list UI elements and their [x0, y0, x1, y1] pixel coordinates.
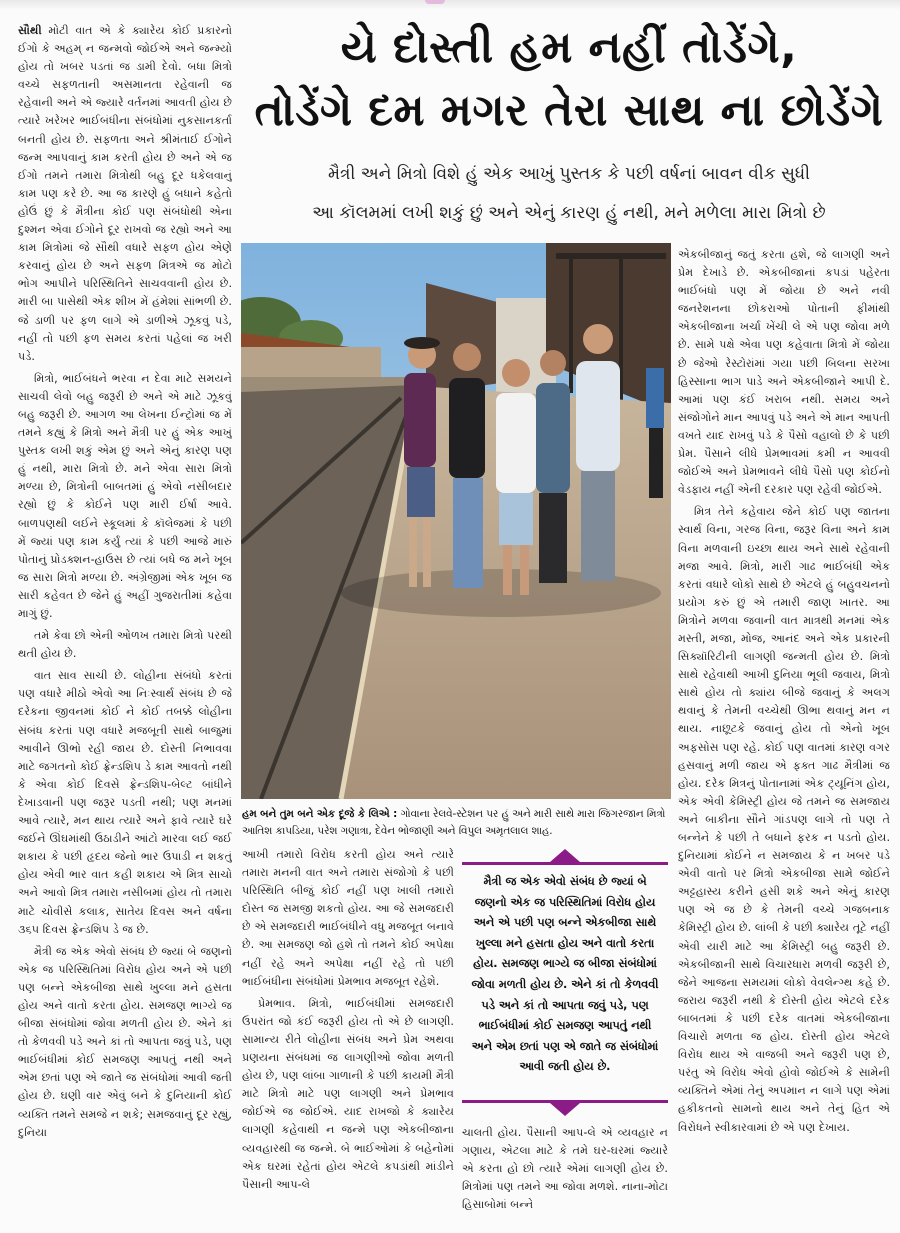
col1-paragraph-1: [18, 22, 232, 366]
article-column-1: [18, 22, 232, 1218]
headline-line-2: તોડેંગે દમ મગર તેરા સાથ ના છોડેંગે: [254, 85, 884, 136]
photo-caption: [242, 806, 672, 840]
col1-paragraph-1-text: મોટી વાત એ કે ક્યારેય કોઈ પ્રકારનો ઈગો કે અહમ્ ન જન્મવો જોઈએ અને જન્મ્યો હોય તો ખબર પડતાં જ ડામી દેવો. બધા મિત્રો વચ્ચે સફળતાની અસમાનતા રહેવાની જ રહેવાની અને એ જ્યારે વર્તનમાં આવતી હોય છે ત્યારે ખરેખર ભાઈબંધીના સંબંધોમાં નુકસાનકર્તા બનતી હોય છે. સફળતા અને શ્રીમંતાઈ ઈગોને જન્મ આપવાનું કામ કરતી હોય છે અને એ જ ઈગો તમને તમારા મિત્રોથી બહુ દૂર ધકેલવાનું કામ પણ કરે છે. આ જ કારણે હું બધાને કહેતો હોઉં છું કે મૈત્રીના કોઈ પણ સંબંધોથી એના દુશ્મન એવા ઈગોને દૂર રાખવો જ રહ્યો અને આ કામ મિત્રોમાં જે સૌથી વધારે સફળ હોય એણે કરવાનું હોય છે અને સફળ મિત્રએ જ મોટો ભોગ આપીને પરિસ્થિતિને સાચવવાની હોય છે. મારી બા પાસેથી એક શીખ મેં હંમેશાં સાંભળી છે. જે ડાળી પર ફળ લાગે એ ડાળીએ ઝૂકવું પડે, નહીં તો પછી ફળ સમય કરતાં પહેલાં જ ખરી પડે.: [18, 24, 232, 363]
col4-paragraph-2: મિત્ર તેને કહેવાય જેને કોઈ પણ જાતના સ્વાર્થ વિના, ગરજ વિના, જરૂર વિના અને કામ વિના મળવાની ઇચ્છા થાય અને સાથે રહેવાની મજા આવે. મિત્રો, મારી ગાઢ ભાઈબંધી એક કરતાં વધારે લોકો સાથે છે એટલે હું બહુવચનનો પ્રયોગ કરું છું એ તમારી જાણ ખાતર. આ મિત્રોને મળવા જવાની વાત માત્રથી મનમાં એક મસ્તી, મજા, મોજ, આનંદ અને એક પ્રકારની સિક્યૉરિટીની લાગણી જન્મતી હોય છે. મિત્રો સાથે રહેવાથી આખી દુનિયા ભૂલી જવાય, મિત્રો સાથે હોય તો ક્યાંય બીજે જવાનું કે અલગ થવાનું કે તેમની વચ્ચેથી ઊભા થવાનું મન ન થાય. નાછૂટકે જવાનું હોય તો એનો ખૂબ અફસોસ પણ રહે. કોઈ પણ વાતમાં કારણ વગર હસવાનું મળી જાય એ ફક્ત ગાઢ મૈત્રીમાં જ હોય. દરેક મિત્રનું પોતાનામાં એક ટ્યૂનિંગ હોય, એક એવી કેમિસ્ટ્રી હોય જે તમને જ સમજાય અને બાકીના સૌને ગાંડપણ લાગે તો પણ તે બન્નેને કે પછી તે બધાને ફરક ન પડતો હોય. દુનિયામાં કોઈને ન સમજાય કે ન ખબર પડે એવી વાતો પર મિત્રો એકબીજા સામે જોઈને અટ્ટહાસ્ય કરીને હસી શકે અને એનું કારણ પણ એ જ છે કે તેમની વચ્ચે ગજબનાક કેમિસ્ટ્રી હોય છે. લાંબી કે પછી ક્યારેય તૂટે નહીં એવી યારી માટે આ કેમિસ્ટ્રી બહુ જરૂરી છે. એકબીજાની સાથે વિચારધારા મળવી જરૂરી છે, જેને આજના સમયમાં લોકો વેવલેન્ગ્થ કહે છે. જરાય જરૂરી નથી કે દોસ્તી હોય એટલે દરેક બાબતમાં કે પછી દરેક વાતમાં એકબીજાના વિચારો મળતા જ હોય. દોસ્તી હોય એટલે વિરોધ થાય એ વાજબી અને જરૂરી પણ છે, પરંતુ એ વિરોધ એવો હોવો જોઈએ કે સામેની વ્યક્તિને એમાં તેનું અપમાન ન લાગે પણ એમાં હકીકતનો સામનો થાય અને તેનું હિત એ વિરોધને સ્વીકારવામાં છે એ પણ દેખાય.: [678, 505, 890, 1134]
article-column-3: [462, 1124, 668, 1218]
photo-caption-text: ગોવાના રેલવે-સ્ટેશન પર હું અને મારી સાથે મારા જિગરજાન મિત્રો આતિશ કાપડિયા, પરેશ ગણાત્રા, દેવેન ભોજાણી અને વિપુલ અમૃતલાલ શાહ.: [242, 808, 666, 837]
article-photo: [241, 243, 671, 799]
col1-paragraph-3: તમે કેવા છો એની ઓળખ તમારા મિત્રો પરથી થતી હોય છે.: [18, 629, 232, 661]
page-top-shade: [0, 0, 900, 10]
deck-line-2: આ કૉલમમાં લખી શકું છું અને એનું કારણ હું નથી, મને મળેલા મારા મિત્રો છે: [312, 203, 826, 223]
photo-caption-bold: હમ બને તુમ બને એક દૂજે કે લિએ :: [242, 808, 398, 820]
pull-quote: [462, 848, 668, 1118]
page-tab-marker: [425, 0, 445, 4]
railway-station-photo: [241, 243, 671, 799]
pull-quote-top-arrow: [550, 849, 580, 862]
col2-paragraph-1: આખી તમારો વિરોધ કરતી હોય અને ત્યારે તમારા મનની વાત અને તમારા સંજોગો કે પછી પરિસ્થિતિ બીજું કોઈ નહીં પણ ખાલી તમારો દોસ્ત જ સમજી શકતો હોય. આ જે સમજદારી છે એ સમજદારી ભાઈબંધીને વધુ મજબૂત બનાવે છે. આ સમજણ જો હશે તો તમને કોઈ અપેક્ષા નહીં રહે અને અપેક્ષા નહીં રહે તો પછી ભાઈબંધીના સંબંધોમાં પ્રેમભાવ મજબૂત રહેશે.: [242, 848, 454, 988]
col1-lead-word: સૌથી: [18, 24, 42, 37]
col1-paragraph-5: મૈત્રી જ એક એવો સંબંધ છે જ્યાં બે જણનો એક જ પરિસ્થિતિમાં વિરોધ હોય અને એ પછી પણ બન્ને એકબીજા સાથે ખુલ્લા મને હસતા હોય અને વાતો કરતા હોય. સમજણ ભાગ્યે જ બીજા સંબંધોમાં જોવા મળતી હોય છે. એને કાં તો કેળવવી પડે અને કાં તો આપતા જવું પડે, પણ ભાઈબંધીમાં કોઈ સમજણ આપતું નથી અને એમ છતાં પણ એ જાતે જ સંબંધોમાં આવી જતી હોય છે. ઘણી વાર એવું બને કે દુનિયાની કોઈ વ્યક્તિ તમને સમજે ન શકે; સમજવાનું દૂર રહ્યું, દુનિયા: [18, 944, 232, 1139]
article-column-4: [678, 246, 890, 1218]
col4-paragraph-1: એકબીજાનું જતું કરતા હશે, જે લાગણી અને પ્રેમ દેખાડે છે. એકબીજાનાં કપડાં પહેરતા ભાઈબંધો પણ મેં જોયા છે અને નવી જનરેશનના છોકરાઓ પોતાની ફીમાંથી એકબીજાના ખર્ચા ખેંચી લે એ પણ જોવા મળે છે. સામે પક્ષે એવા પણ કહેવાતા મિત્રો મેં જોયા છે જેઓ રેસ્ટોરાંમાં ગયા પછી બિલના સરખા હિસ્સાના ભાગ પાડે અને એકબીજાને આપી દે. આમાં પણ કંઈ ખરાબ નથી. સમય અને સંજોગોને માન આપવું પડે અને એ માન આપતી વખતે યાદ રાખવું પડે કે પૈસો વહાલો છે કે પછી પ્રેમ. પૈસાને લીધે પ્રેમભાવમાં કમી ન આવવી જોઈએ અને પ્રેમભાવને લીધે પૈસો પણ કોઈનો વેડફાય નહીં એની દરકાર પણ રહેવી જોઈએ.: [678, 248, 890, 497]
pull-quote-bottom-arrow: [550, 1103, 580, 1116]
headline-line-1: યે દોસ્તી હમ નહીં તોડેંગે,: [340, 22, 798, 73]
pull-quote-top-rule: [462, 862, 668, 865]
article-column-2: [242, 846, 454, 1218]
pull-quote-text: મૈત્રી જ એક એવો સંબંધ છે જ્યાં બે જણનો એક જ પરિસ્થિતિમાં વિરોધ હોય અને એ પછી પણ બન્ને એકબીજા સાથે ખુલ્લા મને હસતા હોય અને વાતો કરતા હોય. સમજણ ભાગ્યે જ બીજા સંબંધોમાં જોવા મળતી હોય છે. એને કાં તો કેળવવી પડે અને કાં તો આપતા જવું પડે, પણ ભાઈબંધીમાં કોઈ સમજણ આપતું નથી અને એમ છતાં પણ એ જાતે જ સંબંધોમાં આવી જતી હોય છે.: [471, 875, 659, 1074]
deck-line-1: મૈત્રી અને મિત્રો વિશે હું એક આખું પુસ્તક કે પછી વર્ષનાં બાવન વીક સુધી: [328, 164, 810, 184]
col2-paragraph-2: પ્રેમભાવ. મિત્રો, ભાઈબંધીમાં સમજદારી ઉપરાંત જો કંઈ જરૂરી હોય તો એ છે લાગણી. સામાન્ય રીતે લોહીના સંબંધ અને પ્રેમ અથવા પ્રણયના સંબંધમાં જ લાગણીઓ જોવા મળતી હોય છે, પણ લાંબા ગાળાની કે પછી કાયમી મૈત્રી માટે મિત્રો માટે પણ લાગણી અને પ્રેમભાવ જોઈએ જ જોઈએ. યાદ રાખજો કે ક્યારેય લાગણી કહેવાથી ન જન્મે પણ એકબીજાના વ્યવહારથી જ જન્મે. બે ભાઈઓમાં કે બહેનોમાં એક ઘરમાં રહેતાં હોય એટલે કપડાંથી માંડીને પૈસાની આપ-લે: [242, 996, 454, 1191]
col1-paragraph-4: વાત સાવ સાચી છે. લોહીના સંબંધો કરતાં પણ વધારે મીઠો એવો આ નિઃસ્વાર્થ સંબંધ છે જે દરેકના જીવનમાં કોઈ ને કોઈ તબક્કે લોહીના સંબંધ કરતાં પણ વધારે મજબૂતી સાથે બાજુમાં આવીને ઊભો રહી જાય છે. દોસ્તી નિભાવવા માટે જગતનો કોઈ ફ્રેન્ડશિપ ડે કામ આવતો નથી કે એવા કોઈ દિવસે ફ્રેન્ડશિપ-બેલ્ટ બાંધીને દેખાડવાની પણ જરૂર પડતી નથી; પણ મનમાં આવે ત્યારે, મન થાય ત્યારે અને ફાવે ત્યારે ઘરે જઈને ઊંઘમાંથી ઉઠાડીને આંટો મારવા લઈ જઈ શકાય કે પછી હૃદય જેનો ભાર ઉપાડી ન શકતું હોય એવી ભાર વાત કહી શકાય એ મિત્ર સાચો અને આવો મિત્ર તમારા નસીબમાં હોય તો તમારા માટે ચોવીસે કલાક, સાતેય દિવસ અને વર્ષના ૩૬૫ દિવસ ફ્રેન્ડશિપ ડે જ છે.: [18, 669, 232, 936]
col3-paragraph-1: ચાલતી હોય. પૈસાની આપ-લે એ વ્યવહાર ન ગણાય, એટલા માટે કે તમે ઘર-ઘરમાં જ્યારે એ કરતા હો છો ત્યારે એમાં લાગણી હોય છે. મિત્રોમાં પણ તમને આ જોવા મળશે. નાના-મોટા હિસાબોમાં બન્ને: [462, 1126, 668, 1212]
col1-paragraph-2: મિત્રો, ભાઈબંધને ભરવા ન દેવા માટે સમયને સાચવી લેવો બહુ જરૂરી છે અને એ માટે ઝૂકવું બહુ જરૂરી છે. આગળ આ લેખના ઈન્ટ્રોમાં જ મેં તમને કહ્યું કે મિત્રો અને મૈત્રી પર હું એક આખું પુસ્તક લખી શકું એમ છું અને એનું કારણ પણ હું નથી, મારા મિત્રો છે. મને એવા સારા મિત્રો મળ્યા છે, મિત્રોની બાબતમાં હું એવો નસીબદાર રહ્યો છું કે કોઈને પણ મારી ઈર્ષા આવે. બાળપણથી લઈને સ્કૂલમાં કે કૉલેજમાં કે પછી મેં જ્યાં પણ કામ કર્યું ત્યાં કે પછી આજે મારું પોતાનું પ્રોડક્શન-હાઉસ છે ત્યાં બધે જ મને ખૂબ જ સારા મિત્રો મળ્યા છે. અંગ્રેજીમાં એક ખૂબ જ સારી કહેવત છે જેને હું અહીં ગુજરાતીમાં કહેવા માગું છું.: [18, 371, 232, 620]
